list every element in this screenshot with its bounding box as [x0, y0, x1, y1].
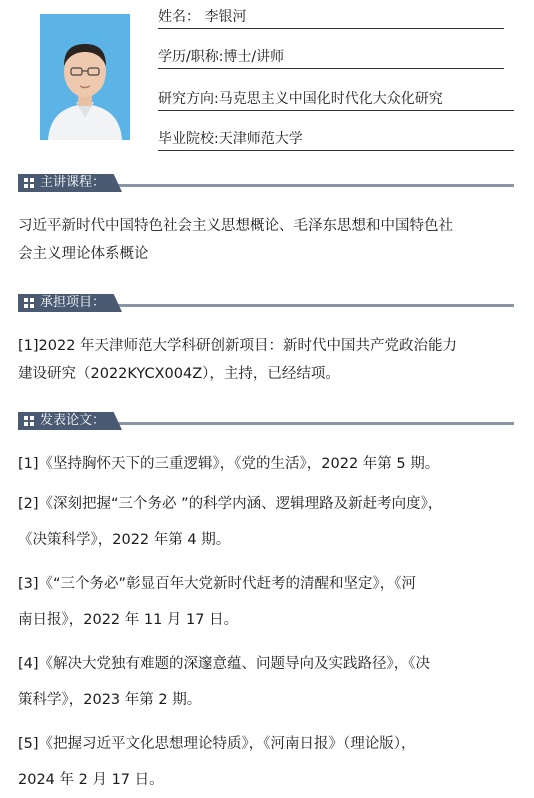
section-divider	[114, 184, 514, 187]
paper-item-4	[18, 650, 518, 714]
papers-section-header	[18, 412, 514, 430]
projects-section-header	[18, 294, 514, 312]
grid-icon	[24, 178, 34, 188]
text-line: [1]2022 年天津师范大学科研创新项目：新时代中国共产党政治能力	[18, 338, 458, 354]
projects-text	[18, 332, 518, 388]
text-line: 会主义理论体系概论	[18, 246, 149, 262]
school-field	[158, 128, 514, 151]
text-line: [5]《把握习近平文化思想理论特质》，《河南日报》（理论版），	[18, 736, 416, 752]
name-text: 姓名： 李银河	[158, 9, 247, 25]
school-text: 毕业院校:天津师范大学	[158, 131, 303, 147]
section-divider	[114, 304, 514, 307]
degree-field	[158, 46, 504, 69]
courses-heading: 主讲课程：	[40, 175, 106, 190]
text-line: 2024 年 2 月 17 日。	[18, 772, 164, 788]
name-field	[158, 6, 504, 29]
projects-heading: 承担项目：	[40, 295, 106, 310]
paper-item-1	[18, 450, 518, 478]
research-field	[158, 88, 514, 111]
text-line: [1]《坚持胸怀天下的三重逻辑》，《党的生活》，2022 年第 5 期。	[18, 456, 440, 472]
profile-photo	[40, 14, 130, 140]
text-line: 南日报》，2022 年 11 月 17 日。	[18, 612, 239, 628]
text-line: 习近平新时代中国特色社会主义思想概论、毛泽东思想和中国特色社	[18, 218, 453, 234]
text-line: [2]《深刻把握“三个务必 ”的科学内涵、逻辑理路及新赶考向度》，	[18, 496, 443, 512]
grid-icon	[24, 298, 34, 308]
grid-icon	[24, 416, 34, 426]
text-line: 建设研究（2022KYCX004Z），主持，已经结项。	[18, 366, 340, 382]
paper-item-3	[18, 570, 518, 634]
text-line: [3]《“三个务必”彰显百年大党新时代赶考的清醒和坚定》，《河	[18, 576, 417, 592]
paper-item-2	[18, 490, 518, 554]
text-line: [4]《解决大党独有难题的深邃意蕴、问题导向及实践路径》，《决	[18, 656, 431, 672]
papers-heading: 发表论文：	[40, 413, 106, 428]
text-line: 策科学》，2023 年第 2 期。	[18, 692, 202, 708]
paper-item-5	[18, 730, 518, 794]
text-line: 《决策科学》，2022 年第 4 期。	[18, 532, 231, 548]
research-text: 研究方向:马克思主义中国化时代化大众化研究	[158, 91, 443, 107]
courses-text	[18, 212, 518, 268]
courses-section-header	[18, 174, 514, 192]
section-divider	[114, 422, 514, 425]
degree-text: 学历/职称:博士/讲师	[158, 49, 285, 65]
